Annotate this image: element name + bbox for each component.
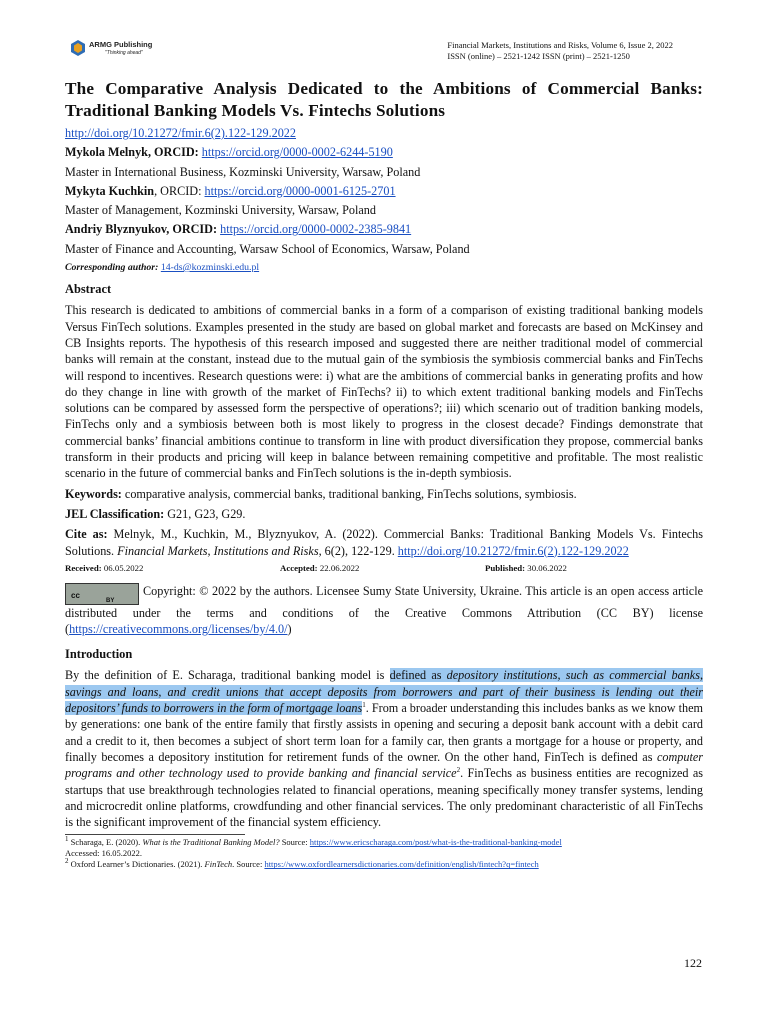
paper-page	[65, 40, 703, 870]
publisher-tagline: "Thinking ahead"	[105, 50, 143, 56]
footnote-1-text: Scharaga, E. (2020).	[68, 837, 143, 848]
author-3-name: Andriy Blyznyukov, ORCID:	[65, 222, 218, 237]
publication-dates	[65, 563, 703, 573]
cite-as	[65, 526, 703, 559]
intro-highlight-1: defined as	[389, 668, 447, 683]
license-text: Copyright: © 2022 by the authors. Licensee Sumy State University, Ukraine. This article is an open access article distributed under the terms and conditions of the Creative Commons Attribution (CC BY) license (	[65, 583, 703, 637]
license-paragraph	[65, 583, 703, 638]
footnote-ref-1[interactable]: 1	[362, 700, 366, 709]
author-1-orcid-link[interactable]: https://orcid.org/0000-0002-6244-5190	[201, 145, 393, 160]
footnote-1-num: 1	[65, 835, 69, 844]
introduction-text	[65, 667, 703, 830]
keywords-label: Keywords:	[65, 486, 122, 501]
armg-logo-icon	[71, 40, 85, 56]
author-3	[65, 221, 703, 237]
abstract-heading: Abstract	[65, 282, 112, 297]
accepted-date	[280, 563, 485, 573]
abstract-text: This research is dedicated to ambitions of commercial banks in a form of a comparison of existing traditional banking models Versus FinTech solutions. Examples presented in the study are based on global market and forecasts are based on McKinsey and CB Insights reports. The hypothesis of this research imposed and suggested there are neither traditional model of commercial banks will remain at the constant, instead due to the mutual gain of the symbiosis the symbiosis commercial banks and FinTechs will respond to incentives. Research questions were: i) what are the ambitions of commercial banks in generating profits and how do they change in line with growth of the market of FinTechs? ii) to which extent traditional banking models and FinTechs solutions can be compared by assessed form the perspective of operations?; iii) which scenario out of tradition banking models, FinTechs only and a symbiosis between both is most likely to progress in the closest decade? Findings demonstrate that commercial banks’ financial ambitions continue to transform in line with product diversification they propose, commercial banks transform in their products and pricing will keep in balance between remaining competitive and profitable. The most realistic scenario in the future of commercial banks and FinTech solutions is the in-depth symbiosis.	[65, 303, 703, 481]
corresponding-label: Corresponding author:	[65, 262, 159, 274]
accepted-value: 22.06.2022	[319, 562, 360, 573]
cite-text: Melnyk, M., Kuchkin, M., Blyznyukov, A. (2022). Commercial Banks: Traditional Banking Models Vs. Fintechs Solutions.	[65, 527, 703, 558]
publisher-name: ARMG Publishing	[89, 40, 153, 49]
license-url-link[interactable]: https://creativecommons.org/licenses/by/4.0/	[69, 622, 288, 637]
intro-highlight-definition: depository institutions, such as commercial banks, savings and loans, and credit unions that accept deposits from borrowers and part of their business is lending out their depositors’ funds to borrowers in the form of mortgage loans	[65, 668, 703, 716]
cc-by-badge-icon[interactable]	[65, 583, 139, 605]
received-value: 06.05.2022	[103, 562, 144, 573]
keywords	[65, 486, 703, 502]
cite-journal: Financial Markets, Institutions and Risks	[117, 543, 319, 558]
author-2-orcid-label: , ORCID:	[154, 183, 205, 198]
journal-line-1: Financial Markets, Institutions and Risks, Volume 6, Issue 2, 2022	[447, 40, 673, 50]
doi-link[interactable]: http://doi.org/10.21272/fmir.6(2).122-129.2022	[65, 126, 296, 140]
publisher-logo	[71, 40, 152, 58]
cite-label: Cite as:	[65, 527, 108, 542]
jel-label: JEL Classification:	[65, 506, 165, 521]
paper-title: The Comparative Analysis Dedicated to the Ambitions of Commercial Banks: Traditional Banking Models Vs. Fintechs Solutions	[65, 79, 703, 120]
received-label: Received:	[65, 562, 102, 573]
author-2-name: Mykyta Kuchkin	[65, 183, 155, 198]
jel-text: G21, G23, G29.	[167, 506, 246, 521]
intro-fintech-definition: computer programs and other technology used to provide banking and financial service	[65, 749, 703, 781]
page-header	[65, 40, 703, 68]
author-1	[65, 144, 703, 160]
footnote-1-source-label: Source:	[279, 837, 310, 848]
footnote-1-title: What is the Traditional Banking Model?	[142, 837, 280, 848]
introduction-heading: Introduction	[65, 647, 133, 662]
keywords-text: comparative analysis, commercial banks, traditional banking, FinTechs solutions, symbiosis.	[124, 486, 577, 501]
published-value: 30.06.2022	[527, 562, 567, 573]
author-2-orcid-link[interactable]: https://orcid.org/0000-0001-6125-2701	[204, 183, 396, 198]
footnote-1-link[interactable]: https://www.ericscharaga.com/post/what-is-the-traditional-banking-model	[309, 837, 562, 848]
cc-badge-label: cc	[71, 590, 80, 600]
footnote-2-link[interactable]: https://www.oxfordlearnersdictionaries.com/definition/english/fintech?q=fintech	[264, 859, 539, 870]
footnote-1-accessed: Accessed: 16.05.2022.	[65, 848, 142, 859]
footnote-2-title: FinTech	[204, 859, 233, 870]
footnote-1	[65, 837, 703, 859]
author-2	[65, 183, 703, 199]
published-label: Published:	[485, 562, 526, 573]
journal-info	[447, 40, 673, 62]
author-2-affiliation: Master of Management, Kozminski University, Warsaw, Poland	[65, 203, 376, 218]
published-date	[485, 563, 567, 573]
footnote-2-text: Oxford Learner’s Dictionaries. (2021).	[68, 859, 205, 870]
journal-line-2: ISSN (online) – 2521-1242 ISSN (print) – 2521-1250	[447, 51, 630, 61]
author-1-name: Mykola Melnyk, ORCID:	[65, 145, 199, 160]
cite-volume: , 6(2), 122-129.	[318, 543, 395, 558]
corresponding-email-link[interactable]: 14-ds@kozminski.edu.pl	[160, 262, 260, 274]
by-badge-label: BY	[106, 597, 115, 604]
author-1-affiliation: Master in International Business, Kozminski University, Warsaw, Poland	[65, 164, 421, 179]
received-date	[65, 563, 280, 573]
footnote-2-source-label: . Source:	[232, 859, 265, 870]
author-3-orcid-link[interactable]: https://orcid.org/0000-0002-2385-9841	[220, 222, 412, 237]
intro-part-3: . FinTechs as business entities are recognized as startups that use breakthrough technologies related to financial operations, meaning specifically money transfer systems, lending and microcredit online platforms, crowdfunding and other financial services. The only predominant characteristic of all FinTechs is the significant improvement of the financial system efficiency.	[65, 766, 703, 830]
cite-doi-link[interactable]: http://doi.org/10.21272/fmir.6(2).122-129.2022	[397, 543, 629, 558]
page-number: 122	[684, 956, 702, 970]
accepted-label: Accepted:	[280, 562, 318, 573]
jel-classification	[65, 506, 703, 522]
corresponding-author	[65, 260, 703, 276]
footnote-2-num: 2	[65, 857, 69, 866]
footnote-2	[65, 859, 703, 870]
footnote-divider	[65, 834, 245, 835]
footnote-ref-2[interactable]: 2	[456, 766, 461, 775]
intro-part-1: By the definition of E. Scharaga, traditional banking model is	[65, 668, 390, 683]
author-3-affiliation: Master of Finance and Accounting, Warsaw School of Economics, Warsaw, Poland	[65, 241, 470, 256]
license-close: )	[287, 622, 292, 637]
intro-part-2: . From a broader understanding this includes banks as we know them by generations: one bank of the entire family that firstly assists in opening and securing a deposit bank account with a debit card and a credit to it, then becomes a subject of short term loan for a family car, then grants a mortgage for a house or property, and finally becomes a depository institution for retirement funds of the owner. On the other hand, FinTech is defined as	[65, 701, 703, 764]
